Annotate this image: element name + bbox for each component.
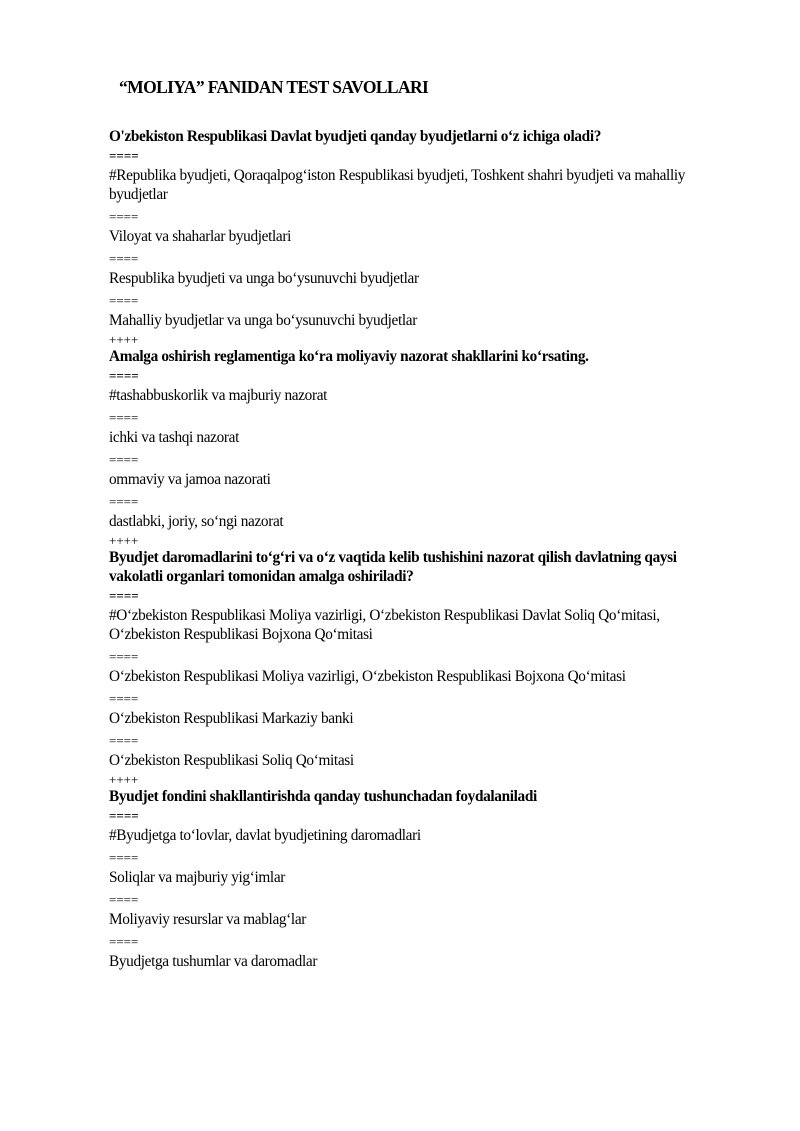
answer-option: O‘zbekiston Respublikasi Soliq Qo‘mitasi <box>109 752 354 769</box>
answer-separator: ==== <box>109 934 139 949</box>
answer-separator: ==== <box>109 209 139 224</box>
question-list <box>109 127 729 974</box>
answer-separator: ==== <box>109 251 139 266</box>
answer-option-correct: #O‘zbekiston Respublikasi Moliya vazirligi, O‘zbekiston Respublikasi Davlat Soliq Qo‘mitasi, O‘zbekiston Respublikasi Bojxona Qo‘mitasi <box>109 607 660 643</box>
answer-option: O‘zbekiston Respublikasi Moliya vazirligi, O‘zbekiston Respublikasi Bojxona Qo‘mitasi <box>109 668 626 685</box>
answer-option: ichki va tashqi nazorat <box>109 429 239 446</box>
question-text: Amalga oshirish reglamentiga ko‘ra moliyaviy nazorat shakllarini ko‘rsating. <box>109 348 589 365</box>
answer-option-correct: #Republika byudjeti, Qoraqalpog‘iston Respublikasi byudjeti, Toshkent shahri byudjeti va mahalliy byudjetlar <box>109 167 686 203</box>
answer-separator: ==== <box>109 649 139 664</box>
answer-option: Mahalliy byudjetlar va unga bo‘ysunuvchi byudjetlar <box>109 312 417 329</box>
document-title: “MOLIYA” FANIDAN TEST SAVOLLARI <box>119 77 429 97</box>
answer-separator: ==== <box>109 588 139 603</box>
answer-separator: ==== <box>109 148 139 163</box>
answer-option: Respublika byudjeti va unga bo‘ysunuvchi byudjetlar <box>109 270 419 287</box>
answer-separator: ==== <box>109 808 139 823</box>
answer-separator: ==== <box>109 293 139 308</box>
answer-option: Moliyaviy resurslar va mablag‘lar <box>109 911 307 928</box>
answer-option: Byudjetga tushumlar va daromadlar <box>109 953 318 970</box>
question-end-marker: ++++ <box>109 533 139 548</box>
answer-separator: ==== <box>109 850 139 865</box>
answer-separator: ==== <box>109 892 139 907</box>
answer-option: ommaviy va jamoa nazorati <box>109 471 271 488</box>
answer-option: Viloyat va shaharlar byudjetlari <box>109 228 291 245</box>
answer-option-correct: #tashabbuskorlik va majburiy nazorat <box>109 387 328 404</box>
answer-option-correct: #Byudjetga to‘lovlar, davlat byudjetining daromadlari <box>109 827 421 844</box>
answer-option: Soliqlar va majburiy yig‘imlar <box>109 869 285 886</box>
answer-separator: ==== <box>109 368 139 383</box>
answer-separator: ==== <box>109 452 139 467</box>
answer-option: dastlabki, joriy, so‘ngi nazorat <box>109 513 284 530</box>
question-text: Byudjet daromadlarini to‘g‘ri va o‘z vaqtida kelib tushishini nazorat qilish davlatning qaysi vakolatli organlari tomonidan amalga oshiriladi? <box>109 549 677 585</box>
answer-option: O‘zbekiston Respublikasi Markaziy banki <box>109 710 354 727</box>
question-text: O'zbekiston Respublikasi Davlat byudjeti qanday byudjetlarni o‘z ichiga oladi? <box>109 128 602 145</box>
answer-separator: ==== <box>109 494 139 509</box>
question-end-marker: ++++ <box>109 332 139 347</box>
question-end-marker: ++++ <box>109 772 139 787</box>
question-text: Byudjet fondini shakllantirishda qanday tushunchadan foydalaniladi <box>109 788 537 805</box>
answer-separator: ==== <box>109 410 139 425</box>
answer-separator: ==== <box>109 733 139 748</box>
answer-separator: ==== <box>109 691 139 706</box>
